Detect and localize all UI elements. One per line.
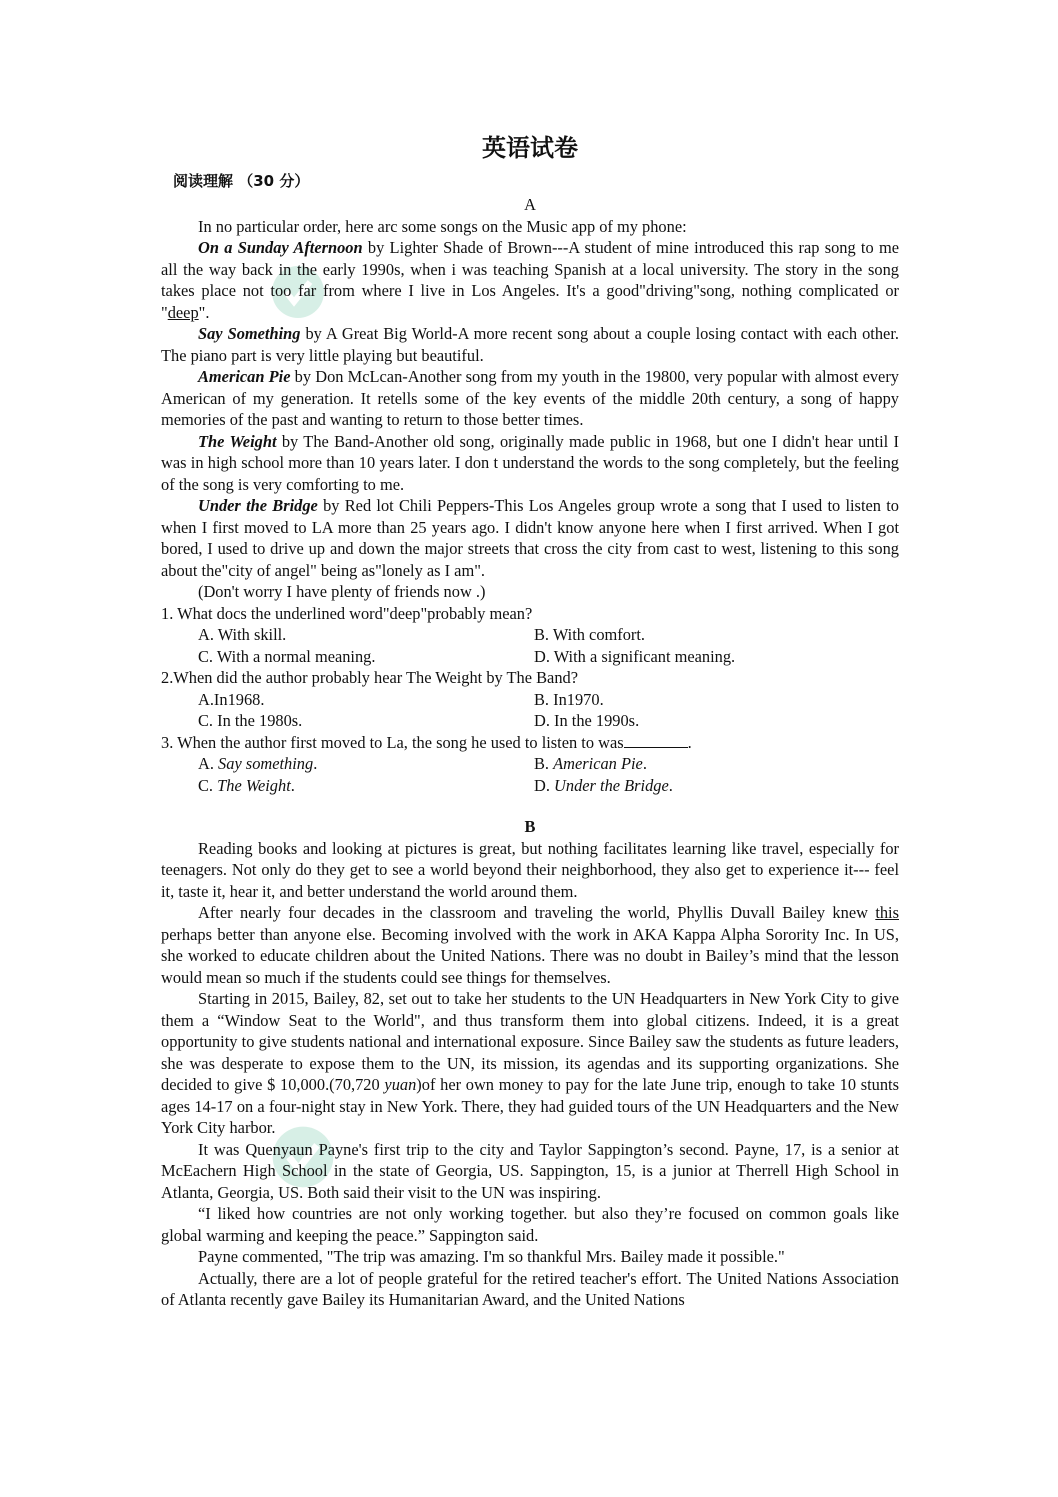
paragraph-text: Starting in 2015, Bailey, 82, set out to take her students to the UN Headquarters in New York City to give them a “Window Seat to the World", and thus transform them into global citizens. Indeed, it is a great opportunity to give students national and international exposure. Since Bailey saw the students as future leaders, she was desperate to expose them to the UN, its mission, its agendas and its supporting organizations. She decided to give $ 10,000.(70,720 bbox=[161, 989, 899, 1094]
option-b[interactable] bbox=[534, 753, 899, 775]
option-text: Say something bbox=[218, 754, 314, 773]
option-d[interactable]: D. With a significant meaning. bbox=[534, 646, 736, 666]
song-description: by Red lot Chili Peppers-This Los Angeles group wrote a song that I used to listen to when I first moved to LA more than 25 years ago. I didn't know anyone here when I first arrived. When I got bored, I used to drive up and down the major streets that cross the city from cast to west, listening to this song about the"city of angel" being as"lonely as I am". bbox=[161, 496, 899, 580]
paragraph-text: )of her own money to pay for the late June trip, enough to take 10 stunts ages 14-17 on a four-night stay in New York. There, they had guided tours of the UN Headquarters and the New York City harbor. bbox=[161, 1075, 899, 1137]
option-c[interactable] bbox=[198, 775, 534, 797]
option-b[interactable]: B. With comfort. bbox=[534, 625, 646, 644]
option-d[interactable] bbox=[534, 775, 899, 797]
option-period: . bbox=[642, 754, 647, 773]
passage-a-label: A bbox=[524, 195, 536, 214]
option-letter: C. bbox=[198, 775, 218, 795]
option-period: . bbox=[313, 754, 318, 773]
underlined-word: deep bbox=[167, 302, 199, 322]
paragraph-text: After nearly four decades in the classroom and traveling the world, Phyllis Duvall Bailey knew bbox=[198, 903, 876, 922]
question-stem: 2.When did the author probably hear The Weight by The Band? bbox=[161, 668, 578, 687]
song-paragraph bbox=[161, 237, 899, 323]
passage-b-paragraph bbox=[161, 988, 899, 1139]
option-letter: D. bbox=[534, 775, 555, 795]
answer-options bbox=[161, 624, 899, 667]
option-d[interactable]: D. In the 1990s. bbox=[534, 711, 640, 730]
option-text: The Weight bbox=[217, 775, 291, 795]
option-period: . bbox=[290, 775, 295, 795]
paragraph-text: perhaps better than anyone else. Becoming involved with the work in AKA Kappa Alpha Sorority Inc. In US, she worked to educate children about the United Nations. There was no doubt in Bailey’s mind that the lesson would mean so much if the students could see things for themselves. bbox=[161, 924, 899, 987]
passage-a-intro: In no particular order, here arc some songs on the Music app of my phone: bbox=[198, 216, 687, 236]
passage-b-paragraph: “I liked how countries are not only working together. but also they’re focused on common goals like global warming and keeping the peace.” Sappington said. bbox=[161, 1204, 899, 1245]
song-title: On a Sunday Afternoon bbox=[198, 238, 363, 257]
song-paragraph bbox=[161, 323, 899, 366]
option-a[interactable]: A. With skill. bbox=[198, 625, 287, 644]
song-title: American Pie bbox=[198, 367, 291, 386]
passage-b-paragraph: Payne commented, "The trip was amazing. I'm so thankful Mrs. Bailey made it possible." bbox=[198, 1247, 785, 1266]
question-1 bbox=[161, 603, 899, 668]
song-title: Say Something bbox=[198, 324, 301, 343]
passage-b-paragraph bbox=[161, 902, 899, 988]
song-description: by The Band-Another old song, originally made public in 1968, but one I didn't hear until I was in high school more than 10 years later. I don t understand the words to the song completely, but the feeling of the song is very comforting to me. bbox=[161, 431, 899, 494]
option-text: Under the Bridge bbox=[554, 775, 669, 795]
answer-options bbox=[161, 689, 899, 732]
section-spacer bbox=[161, 796, 899, 816]
question-stem-end: . bbox=[687, 732, 692, 752]
song-paragraph bbox=[161, 366, 899, 431]
option-period: . bbox=[668, 775, 673, 795]
question-stem-line bbox=[161, 732, 899, 754]
song-paragraph bbox=[161, 495, 899, 581]
option-text: American Pie bbox=[553, 754, 643, 773]
answer-options bbox=[161, 753, 899, 796]
section-heading: 阅读理解 （30 分） bbox=[173, 172, 310, 190]
song-paragraph bbox=[161, 431, 899, 496]
song-description-end: ". bbox=[198, 302, 210, 322]
passage-a-closing: (Don't worry I have plenty of friends now .) bbox=[198, 582, 486, 601]
passage-b-label: B bbox=[524, 817, 536, 836]
option-b[interactable]: B. In1970. bbox=[534, 689, 604, 709]
page-title: 英语试卷 bbox=[482, 134, 578, 162]
passage-b-paragraph: Reading books and looking at pictures is great, but nothing facilitates learning like travel, especially for teenagers. Not only do they get to see a world beyond their neighborhood, they also get to experience it--- feel it, taste it, hear it, and better understand the world around them. bbox=[161, 838, 899, 901]
question-3 bbox=[161, 732, 899, 797]
option-c[interactable]: C. With a normal meaning. bbox=[198, 646, 376, 666]
song-description: by A Great Big World-A more recent song about a couple losing contact with each other. The piano part is very little playing but beautiful. bbox=[161, 324, 899, 365]
passage-b-paragraph: Actually, there are a lot of people grateful for the retired teacher's effort. The United Nations Association of Atlanta recently gave Bailey its Humanitarian Award, and the United Nations bbox=[161, 1268, 899, 1309]
exam-page bbox=[161, 130, 899, 1311]
option-c[interactable]: C. In the 1980s. bbox=[198, 711, 303, 730]
option-a[interactable] bbox=[198, 753, 534, 775]
song-title: The Weight bbox=[198, 431, 277, 451]
option-letter: A. bbox=[198, 754, 219, 773]
song-description: by Don McLcan-Another song from my youth in the 19800, very popular with almost every American of my generation. It retells some of the key events of the middle 20th century, a song of happy memories of the past and wanting to return to those better times. bbox=[161, 367, 899, 429]
song-title: Under the Bridge bbox=[198, 496, 318, 515]
italic-word: yuan bbox=[384, 1075, 417, 1094]
option-letter: B. bbox=[534, 754, 554, 773]
underlined-word: this bbox=[875, 903, 899, 922]
question-stem: 3. When the author first moved to La, the song he used to listen to was bbox=[161, 732, 624, 752]
question-stem: 1. What docs the underlined word"deep"probably mean? bbox=[161, 603, 533, 623]
passage-b-paragraph: It was Quenyaun Payne's first trip to the city and Taylor Sappington’s second. Payne, 17, is a senior at McEachern High School in the state of Georgia, US. Sappington, 15, is a junior at Therrell High School in Atlanta, Georgia, US. Both said their visit to the UN was inspiring. bbox=[161, 1139, 899, 1202]
answer-blank[interactable] bbox=[624, 733, 688, 748]
question-2 bbox=[161, 667, 899, 732]
option-a[interactable]: A.In1968. bbox=[198, 689, 265, 709]
song-description: by Lighter Shade of Brown---A student of mine introduced this rap song to me all the way back in the early 1990s, when i was teaching Spanish at a local university. The story in the song takes place not too far from where I live in Los Angeles. It's a good"driving"song, nothing complicated or " bbox=[161, 238, 899, 322]
